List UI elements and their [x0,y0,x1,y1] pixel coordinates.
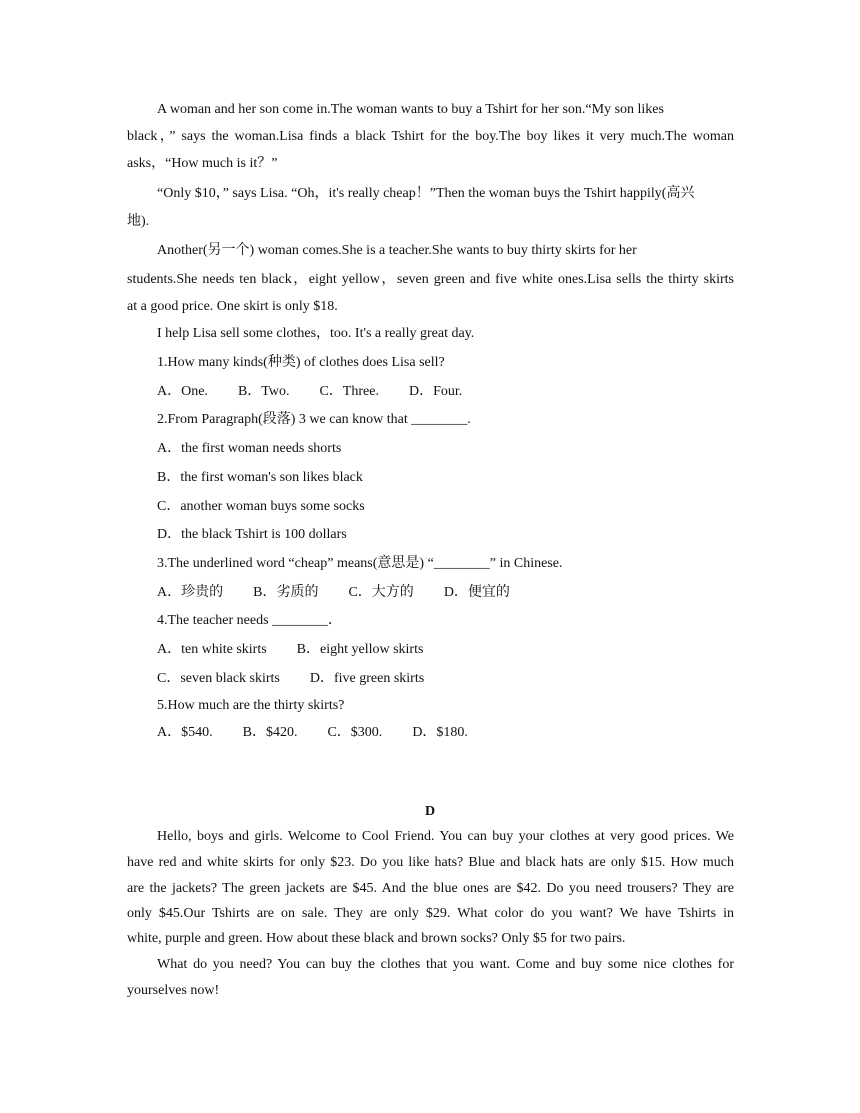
section-d-p2-line: yourselves now! [127,983,220,998]
passage-p1-line: asks，“How much is it？” [127,156,278,171]
question-2-option-c[interactable]: C．another woman buys some socks [157,499,365,514]
section-d-p1-line: white, purple and green. How about these black and brown socks? Only $5 for two pairs. [127,931,626,946]
passage-p1-line: black，” says the woman.Lisa finds a black Tshirt for the boy.The boy likes it very much.The woman [127,129,734,144]
question-1-stem: 1.How many kinds(种类) of clothes does Lisa sell? [157,355,445,370]
question-2-stem: 2.From Paragraph(段落) 3 we can know that ________. [157,412,471,427]
question-3-option-d[interactable]: D．便宜的 [443,585,510,600]
section-d-p1-line: Hello, boys and girls. Welcome to Cool Friend. You can buy your clothes at very good prices. We [157,829,734,844]
question-1-option-d[interactable]: D．Four. [408,384,463,399]
passage-p4-line: I help Lisa sell some clothes，too. It's a really great day. [157,326,475,341]
question-1-option-b[interactable]: B．Two. [237,384,290,399]
question-5-option-b[interactable]: B．$420. [242,725,298,740]
passage-p3-line: students.She needs ten black，eight yellow，seven green and five white ones.Lisa sells the thirty skirts [127,272,734,287]
question-4-option-a[interactable]: A．ten white skirts [157,642,267,657]
question-5-option-a[interactable]: A．$540. [157,725,213,740]
question-4-options-row-1 [157,641,423,659]
question-3-option-c[interactable]: C．大方的 [348,585,414,600]
question-4-stem: 4.The teacher needs ________． [157,613,343,628]
question-1-option-c[interactable]: C．Three. [319,384,379,399]
section-d-p1-line: have red and white skirts for only $23. Do you like hats? Blue and black hats are only $15. How much [127,855,734,870]
question-3-option-b[interactable]: B．劣质的 [253,585,319,600]
passage-p3-line: Another(另一个) woman comes.She is a teacher.She wants to buy thirty skirts for her [157,243,637,258]
passage-p2-line: 地). [127,214,150,229]
passage-p2-line: “Only $10，” says Lisa. “Oh，it's really cheap！”Then the woman buys the Tshirt happily(高兴 [157,186,695,201]
question-5-options [157,724,468,742]
question-4-option-c[interactable]: C．seven black skirts [157,671,280,686]
question-4-option-b[interactable]: B．eight yellow skirts [296,642,424,657]
question-2-option-d[interactable]: D．the black Tshirt is 100 dollars [157,527,347,542]
question-3-options [157,584,510,602]
question-2-option-b[interactable]: B．the first woman's son likes black [157,470,363,485]
question-5-stem: 5.How much are the thirty skirts? [157,698,345,713]
section-d-p2-line: What do you need? You can buy the clothes that you want. Come and buy some nice clothes for [157,957,734,972]
question-2-option-a[interactable]: A．the first woman needs shorts [157,441,342,456]
question-1-options [157,383,462,401]
section-d-p1-line: only $45.Our Tshirts are on sale. They are only $29. What color do you want? We have Tshirts in [127,906,734,921]
section-heading: D [424,804,436,819]
question-5-option-d[interactable]: D．$180. [412,725,468,740]
question-4-options-row-2 [157,670,424,688]
passage-p3-line: at a good price. One skirt is only $18. [127,299,338,314]
question-5-option-c[interactable]: C．$300. [327,725,383,740]
passage-p1-line: A woman and her son come in.The woman wants to buy a Tshirt for her son.“My son likes [157,102,664,117]
section-d-p1-line: are the jackets? The green jackets are $45. And the blue ones are $42. Do you need trousers? They are [127,881,734,896]
question-3-stem: 3.The underlined word “cheap” means(意思是) “________” in Chinese. [157,556,563,571]
question-1-option-a[interactable]: A．One. [157,384,208,399]
question-3-option-a[interactable]: A．珍贵的 [157,585,224,600]
question-4-option-d[interactable]: D．five green skirts [309,671,425,686]
